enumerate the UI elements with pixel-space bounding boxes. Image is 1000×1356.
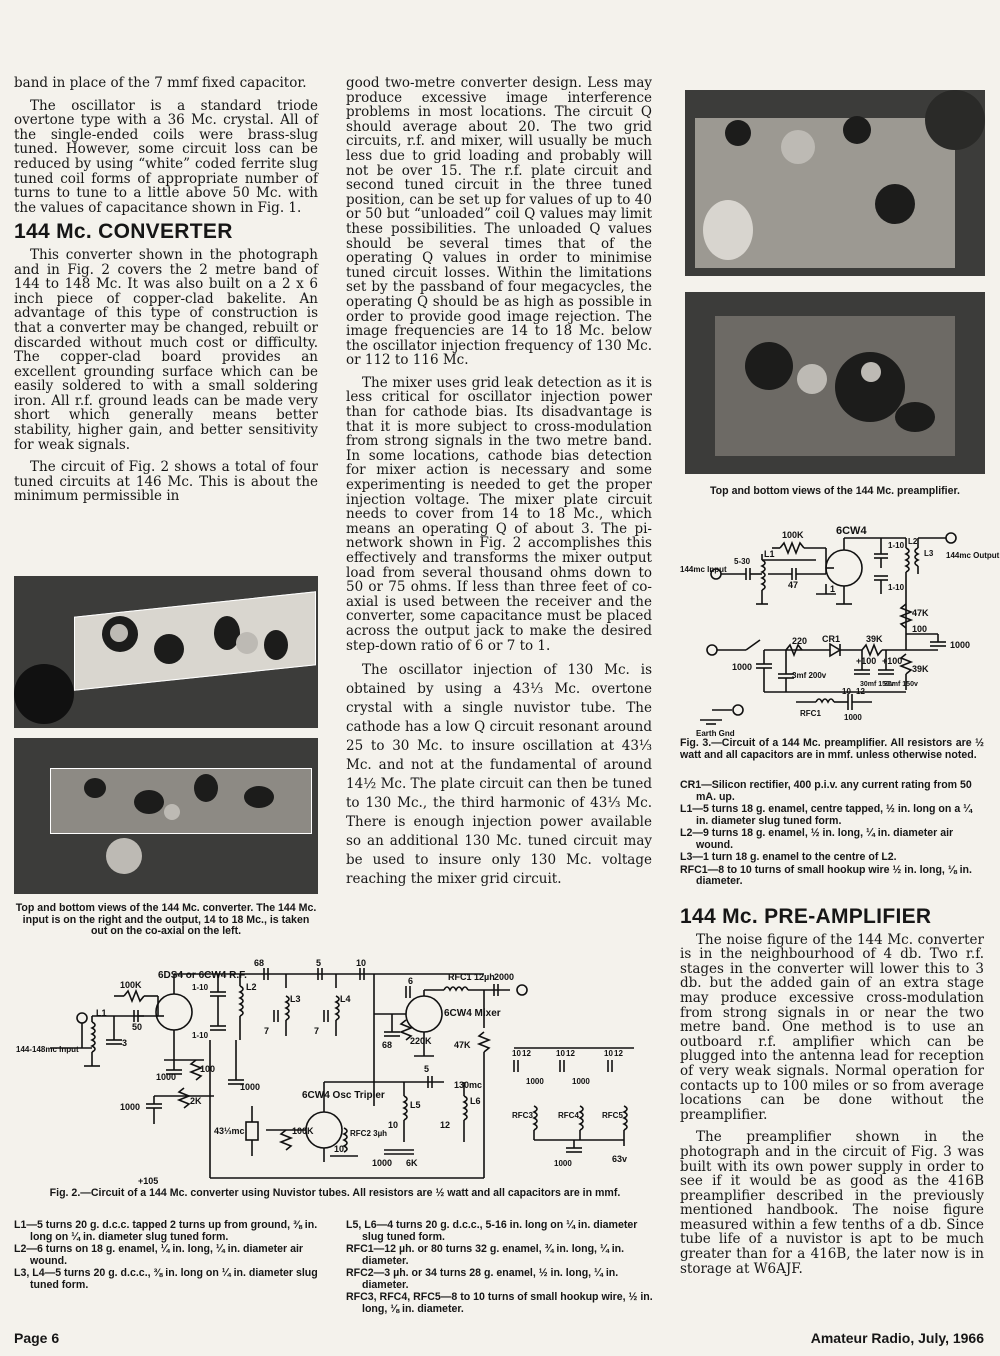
fig3-label: 1 [830, 584, 836, 594]
fig2-label: 12 [614, 1049, 623, 1058]
fig3-label: 144mc Input [680, 565, 727, 574]
fig2-label: 1000 [240, 1082, 261, 1092]
fig2-label: 68 [382, 1040, 393, 1050]
fig2-label: L3 [290, 994, 301, 1004]
parts-item: RFC2—3 µh. or 34 turns 28 g. enamel, ½ in. long, ¼ in. diameter. [346, 1267, 619, 1291]
fig3-label: L1 [764, 549, 775, 559]
fig3-label: 144mc Output [946, 551, 1000, 560]
column-2 [346, 76, 652, 897]
paragraph: The noise figure of the 144 Mc. converter is in the neighbourhood of 4 db. Two r.f. stages in the converter will lower this to 3 db. but the added gain of an extra stage may produce excessive cross-modulation from strong signals in or near the two metre band. One method is to use an outboard r.f. amplifier which can be plugged into the antenna lead for reception of very weak signals. Normal operation for contacts up to 100 miles or so from average locations can be done without the preamplifier. [680, 931, 984, 1123]
fig2-label: 2000 [494, 972, 515, 982]
fig2-label: 100K [120, 980, 142, 990]
paragraph: The circuit of Fig. 2 shows a total of four tuned circuits at 146 Mc. This is about the minimum permissible in [14, 459, 318, 505]
fig3-label: 3mf 200v [792, 671, 827, 680]
fig2-label: L1 [96, 1008, 107, 1018]
fig3-preamp-schematic [676, 524, 1000, 738]
preamp-top-photo [685, 90, 985, 276]
paragraph: The oscillator injection of 130 Mc. is obtained by using a 43⅓ Mc. overtone crystal with a single nuvistor tube. The cathode has a low Q circuit resonant around 25 to 30 Mc. to insure oscillation at 43⅓ Mc. and not at the fundamental of around 14½ Mc. The plate circuit can then be tuned to 130 Mc., the third harmonic of 43⅓ Mc. There is enough injection power available so an additional 130 Mc. tuned circuit may be used to insure only 130 Mc. voltage reaching the mixer grid circuit. [346, 662, 652, 888]
converter-top-photo [14, 576, 318, 728]
fig2-label: 1000 [372, 1158, 393, 1168]
parts-item: L5, L6—4 turns 20 g. d.c.c., 5-16 in. long on ¼ in. diameter slug tuned form. [346, 1219, 638, 1243]
fig3-label: 1000 [950, 640, 971, 650]
fig2-label: 6CW4 Osc Tripler [302, 1090, 385, 1101]
paragraph: band in place of the 7 mmf fixed capacitor. [14, 75, 307, 91]
parts-item: RFC1—8 to 10 turns of small hookup wire ½ in. long, ⅛ in. diameter. [680, 863, 972, 887]
paragraph: good two-metre converter design. Less may produce excessive image interference problems in most locations. The circuit Q should average about 20. The two grid circuits, r.f. and mixer, will usually be much less due to grid loading and probably will not be over 15. The r.f. plate circuit and second tuned circuit in the three tuned position, can be set up for values of up to 40 or 50 but “unloaded” coil Q values may limit these possibilities. The unloaded Q values should be several times that of the operating Q values in order to minimise tuned circuit losses. Within the limitations set by the passband of four megacycles, the operating Q should be as high as possible in order to provide good image rejection. The image frequencies are 14 to 18 Mc. below the oscillator injection frequency of 130 Mc. or 112 to 116 Mc. [346, 75, 652, 369]
fig3-tube-label: 6CW4 [836, 525, 867, 537]
paragraph: The mixer uses grid leak detection as it is less critical for oscillator injection power than for cathode bias. Its disadvantage is that it is more subject to cross-modulation from strong signals in the two metre band. In some locations, cathode bias detection for mixer action is necessary and some experimenting is needed to get the proper injection voltage. The mixer plate circuit needs to cover from 14 to 18 Mc., which means an operating Q of about 3. The pi-network shown in Fig. 2 accomplishes this effectively and transforms the mixer output load from several thousand ohms down to 50 or 75 ohms. If less than three feet of co-axial is used between the receiver and the converter, some capacitance must be placed across the output jack to make the desired step-down ratio of 6 or 7 to 1. [346, 374, 652, 654]
parts-item: RFC1—12 µh. or 80 turns 32 g. enamel, ¾ in. long, ¼ in. diameter. [346, 1243, 625, 1267]
parts-item: RFC3, RFC4, RFC5—8 to 10 turns of small hookup wire, ½ in. long, ⅛ in. diameter. [346, 1291, 653, 1315]
fig3-label: L3 [924, 549, 934, 558]
fig2-label: 1000 [554, 1159, 572, 1168]
fig2-label: 7 [264, 1026, 270, 1036]
fig2-label: 1-10 [192, 983, 209, 992]
fig3-label: +100 [882, 656, 903, 666]
fig3-parts-list [680, 780, 984, 889]
fig2-label: 100K [292, 1126, 314, 1136]
parts-item: L3—1 turn 18 g. enamel to the centre of L2. [680, 851, 897, 863]
fig2-label: 1000 [526, 1077, 544, 1086]
fig2-label: 1-10 [192, 1031, 209, 1040]
fig2-label: 12 [522, 1049, 531, 1058]
section-heading-converter: 144 Mc. CONVERTER [14, 220, 233, 244]
fig2-label: 47K [454, 1040, 471, 1050]
converter-photo-caption: Top and bottom views of the 144 Mc. converter. The 144 Mc. input is on the right and the output, 14 to 18 Mc., is taken out on the co-axial on the left. [15, 902, 317, 938]
fig2-label: 6DS4 or 6CW4 R.F. [158, 970, 247, 981]
fig2-label: RFC2 3µh [350, 1129, 388, 1138]
fig2-caption: Fig. 2.—Circuit of a 144 Mc. converter using Nuvistor tubes. All resistors are ½ watt and all capacitors are in mmf. [49, 1187, 621, 1199]
fig2-label: +105 [138, 1176, 159, 1186]
fig2-label: 220K [410, 1036, 432, 1046]
preamp-bottom-photo [685, 292, 985, 474]
fig3-label: 10 [842, 687, 851, 696]
fig2-label: 10 [604, 1049, 613, 1058]
paragraph: This converter shown in the photograph and in Fig. 2 covers the 2 metre band of 144 to 148 Mc. It was also built on a 2 x 6 inch piece of copper-clad bakelite. An advantage of this type of construction is that a converter may be changed, rebuilt or discarded without much cost or difficulty. The copper-clad board provides an excellent grounding surface which can be easily soldered to with a small soldering iron. All r.f. ground leads can be made very short which generally means better stability, higher gain, and better sensitivity for weak signals. [14, 246, 318, 453]
fig3-label: Earth Gnd [696, 729, 735, 738]
fig2-label: RFC4 [558, 1111, 579, 1120]
parts-item: L1—5 turns 18 g. enamel, centre tapped, ½ in. long on a ¼ in. diameter slug tuned form. [680, 803, 972, 827]
fig2-label: 6 [408, 976, 414, 986]
fig2-label: 10 [356, 958, 367, 968]
fig3-label: 1000 [844, 713, 862, 722]
fig3-label: 39K [866, 634, 883, 644]
fig2-label: 63v [612, 1154, 628, 1164]
fig2-label: 12 [566, 1049, 575, 1058]
fig2-label: RFC1 12µh [448, 972, 495, 982]
fig3-label: 100 [912, 624, 928, 634]
fig3-label: 47K [912, 608, 929, 618]
fig2-label: 10 [556, 1049, 565, 1058]
column-1 [14, 76, 318, 512]
fig2-label: L4 [340, 994, 351, 1004]
preamp-photo-caption: Top and bottom views of the 144 Mc. preamplifier. [710, 485, 960, 497]
fig2-label: 68 [254, 958, 265, 968]
section-heading-preamplifier: 144 Mc. PRE-AMPLIFIER [680, 905, 932, 928]
fig2-parts-left [14, 1220, 330, 1292]
fig2-label: 1000 [120, 1102, 141, 1112]
fig3-label: 100K [782, 530, 804, 540]
fig3-label: 5-30 [734, 557, 751, 566]
fig2-label: RFC3 [512, 1111, 533, 1120]
paragraph: The oscillator is a standard triode overtone type with a 36 Mc. crystal. All of the single-ended coils were brass-slug tuned. However, some circuit loss can be reduced by using “white” coded ferrite slug tuned coil forms of appropriate number of turns to tune to a little above 50 Mc. with the values of capacitance shown in Fig. 1. [14, 97, 318, 216]
fig2-label: 12 [440, 1120, 451, 1130]
parts-item: L3, L4—5 turns 20 g. d.c.c., ⅜ in. long on ¼ in. diameter slug tuned form. [14, 1267, 318, 1291]
fig2-label: 130mc [454, 1080, 483, 1090]
fig3-label: 30mf 150v [884, 681, 918, 688]
fig3-label: 1-10 [888, 583, 905, 592]
fig2-label: 50 [132, 1022, 143, 1032]
fig3-caption: Fig. 3.—Circuit of a 144 Mc. preamplifier. All resistors are ½ watt and all capacitors are in mmf. unless otherwise noted. [680, 737, 984, 761]
fig3-label: 220 [792, 636, 808, 646]
fig2-label: 3 [122, 1038, 128, 1048]
fig2-label: 10 [334, 1144, 345, 1154]
fig2-label: RFC5 [602, 1111, 623, 1120]
fig2-label: 7 [314, 1026, 320, 1036]
fig3-label: +100 [856, 656, 877, 666]
fig2-label: 5 [424, 1064, 430, 1074]
fig2-label: 100 [200, 1064, 216, 1074]
fig2-label: L6 [470, 1096, 481, 1106]
parts-item: L2—6 turns on 18 g. enamel, ¼ in. long, ¼ in. diameter air wound. [14, 1243, 304, 1267]
fig2-label: 6CW4 Mixer [444, 1008, 501, 1019]
fig3-label: L2 [908, 537, 918, 546]
fig2-label: 43⅓mc [214, 1126, 245, 1136]
fig3-label: 39K [912, 664, 929, 674]
fig2-label: 144-148mc Input [16, 1045, 79, 1054]
fig3-label: 1-10 [888, 541, 905, 550]
parts-item: L2—9 turns 18 g. enamel, ½ in. long, ¼ in. diameter air wound. [680, 827, 954, 851]
fig2-label: 5 [316, 958, 322, 968]
column-3-text [680, 900, 984, 1284]
fig3-label: 12 [856, 687, 865, 696]
parts-item: L1—5 turns 20 g. d.c.c. tapped 2 turns up from ground, ⅜ in. long on ¼ in. diameter slug tuned form. [14, 1219, 318, 1243]
fig2-label: L2 [246, 982, 257, 992]
fig2-label: 1000 [572, 1077, 590, 1086]
fig2-label: 10 [388, 1120, 399, 1130]
parts-item: CR1—Silicon rectifier, 400 p.i.v. any current rating from 50 mA. up. [680, 779, 972, 803]
fig2-parts-right [346, 1220, 654, 1316]
paragraph: The preamplifier shown in the photograph and in the circuit of Fig. 3 was built with its own power supply in order to see if it would be as good as the 416B preamplifier described in the previously mentioned handbook. The noise figure measured within a few tenths of a db. Since tube life of a nuvistor is apt to be much greater than for a 416B, the later now is in storage at W6AJF. [680, 1129, 984, 1277]
fig3-label: RFC1 [800, 709, 821, 718]
fig2-label: 6K [406, 1158, 418, 1168]
fig2-converter-schematic [14, 956, 654, 1186]
page-number: Page 6 [14, 1330, 60, 1346]
fig2-label: 10 [512, 1049, 521, 1058]
fig2-label: 2K [190, 1096, 202, 1106]
fig3-label: 30mf 150v [860, 681, 894, 688]
fig2-label: L5 [410, 1100, 421, 1110]
fig3-label: CR1 [822, 634, 841, 644]
publication-info: Amateur Radio, July, 1966 [810, 1330, 984, 1346]
converter-bottom-photo [14, 738, 318, 894]
fig3-label: 47 [788, 580, 799, 590]
fig3-label: 1000 [732, 662, 753, 672]
fig2-label: 1000 [156, 1072, 177, 1082]
